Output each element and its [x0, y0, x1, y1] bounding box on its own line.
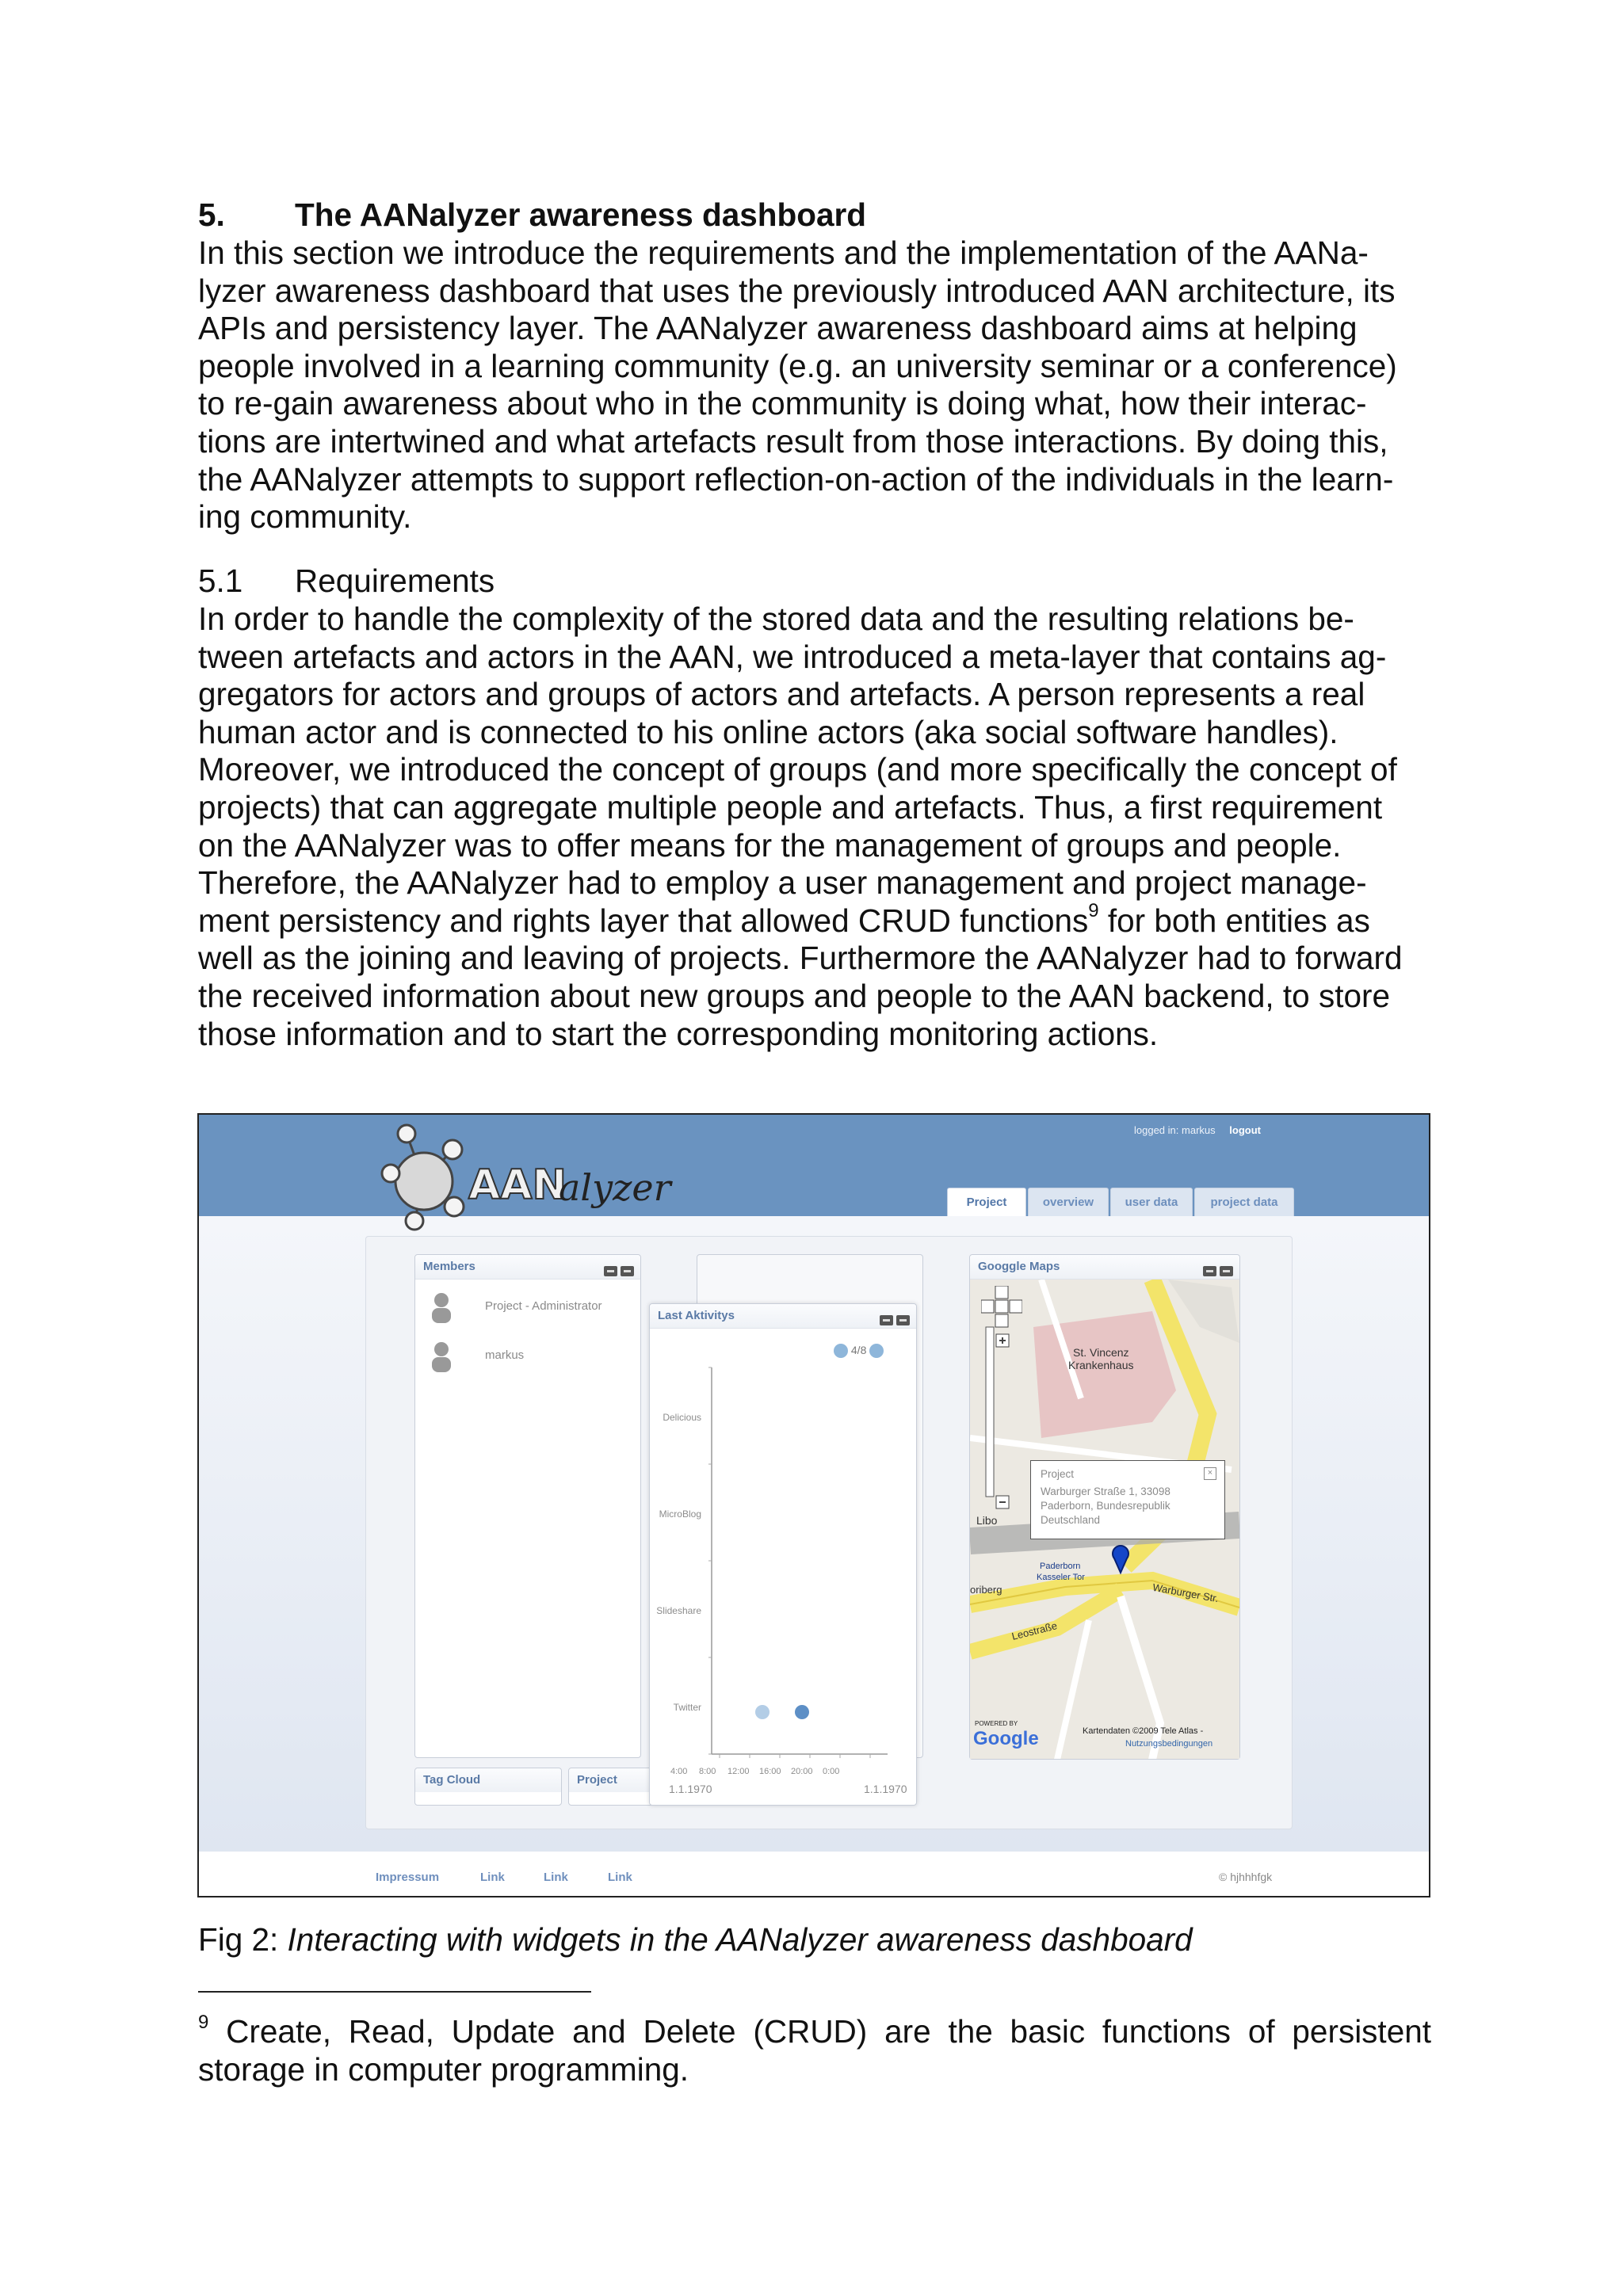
activities-pager: 4/8	[834, 1344, 884, 1358]
body-line: Moreover, we introduced the concept of groups (and more specifically the concept of	[198, 751, 1397, 788]
subsection-title: Requirements	[295, 563, 495, 599]
member-item[interactable]: Project - Administrator	[485, 1299, 602, 1313]
figure-caption	[198, 1920, 1193, 1958]
tag-cloud-widget[interactable]: Tag Cloud	[414, 1768, 562, 1806]
tick-label: 12:00	[727, 1767, 750, 1776]
minimize-icon[interactable]	[604, 1266, 617, 1276]
project-widget[interactable]: Project	[568, 1768, 679, 1806]
date-end: 1.1.1970	[864, 1783, 907, 1795]
tab-project[interactable]: Project	[947, 1188, 1026, 1216]
activity-chart	[650, 1304, 918, 1806]
tick-label: 8:00	[699, 1767, 716, 1776]
category-label: Delicious	[663, 1412, 701, 1423]
avatar-icon	[430, 1341, 453, 1372]
popup-address-line: Warburger Straße 1, 33098	[1041, 1486, 1170, 1497]
map-label-hospital2: Krankenhaus	[1068, 1359, 1134, 1371]
activity-dot	[795, 1705, 809, 1719]
footer-link-impressum[interactable]: Impressum	[376, 1871, 440, 1884]
body-line: lyzer awareness dashboard that uses the previously introduced AAN architecture, its	[198, 272, 1396, 309]
activity-dot	[755, 1705, 769, 1719]
caption-text: Interacting with widgets in the AANalyzer awareness dashboard	[287, 1921, 1193, 1958]
map-canvas[interactable]	[970, 1280, 1239, 1759]
body-line: gregators for actors and groups of actors and artefacts. A person represents a real	[198, 676, 1365, 713]
members-widget-header[interactable]: Members	[415, 1255, 640, 1280]
map-label-hospital: St. Vincenz	[1073, 1346, 1129, 1359]
footer-link[interactable]: Link	[544, 1871, 568, 1884]
body-line: human actor and is connected to his online actors (aka social software handles).	[198, 713, 1338, 750]
popup-address-line: Deutschland	[1041, 1514, 1101, 1526]
tick-label: 16:00	[759, 1767, 781, 1776]
map-terms-link[interactable]: Nutzungsbedingungen	[1125, 1739, 1213, 1749]
section-heading	[198, 196, 866, 235]
map-info-popup	[1030, 1460, 1225, 1539]
body-line: the AANalyzer attempts to support reflection-on-action of the individuals in the learn-	[198, 460, 1394, 498]
body-line: the received information about new groups and people to the AAN backend, to store	[198, 977, 1390, 1014]
map-label-oriberg: oriberg	[970, 1584, 1002, 1596]
tab-user-data[interactable]: user data	[1110, 1188, 1193, 1216]
body-line: projects) that can aggregate multiple people and artefacts. Thus, a first requirement	[198, 788, 1383, 826]
footer-link[interactable]: Link	[480, 1871, 505, 1884]
tab-overview[interactable]: overview	[1028, 1188, 1109, 1216]
dashboard-screenshot	[197, 1113, 1430, 1897]
map-label-station2: Kasseler Tor	[1037, 1573, 1085, 1582]
category-label: Slideshare	[656, 1605, 701, 1616]
tick-label: 0:00	[823, 1767, 840, 1776]
body-line: APIs and persistency layer. The AANalyzer awareness dashboard aims at helping	[198, 310, 1358, 347]
body-line: In this section we introduce the requirements and the implementation of the AANa-	[198, 235, 1369, 271]
logo-text-alyzer: alyzer	[559, 1166, 671, 1209]
section-title: The AANalyzer awareness dashboard	[295, 196, 867, 233]
body-line-crud: ment persistency and rights layer that allowed CRUD functions$^9$ for both entities as	[198, 900, 1370, 939]
members-widget	[414, 1254, 641, 1758]
zoom-in-icon[interactable]	[995, 1333, 1011, 1349]
section-number: 5.	[198, 196, 225, 233]
section-body	[198, 235, 1434, 536]
map-credit: Kartendaten ©2009 Tele Atlas -	[1083, 1726, 1204, 1736]
category-label: Twitter	[673, 1702, 701, 1713]
category-label: MicroBlog	[659, 1508, 701, 1520]
body-line: well as the joining and leaving of projects. Furthermore the AANalyzer had to forward	[198, 940, 1403, 977]
popup-address-line: Paderborn, Bundesrepublik	[1041, 1500, 1170, 1512]
body-line: people involved in a learning community (e.g. an university seminar or a conference)	[198, 347, 1397, 384]
google-maps-widget	[969, 1254, 1240, 1760]
map-label-warburger: Warburger Str.	[1151, 1581, 1220, 1605]
footnote-ref[interactable]: 9	[1088, 900, 1099, 922]
body-line: on the AANalyzer was to offer means for the management of groups and people.	[198, 826, 1342, 864]
map-label-leostrasse: Leostraße	[1010, 1619, 1059, 1642]
tab-project-data[interactable]: project data	[1194, 1188, 1294, 1216]
body-line: tween artefacts and actors in the AAN, we introduced a meta-layer that contains ag-	[198, 638, 1387, 675]
powered-by: POWERED BY	[975, 1720, 1018, 1727]
map-label-liborius: Libo	[976, 1514, 998, 1527]
tick-label: 4:00	[670, 1767, 688, 1776]
body-line: tions are intertwined and what artefacts result from those interactions. By doing this,	[198, 422, 1388, 460]
caption-prefix: Fig 2:	[198, 1921, 288, 1958]
body-line: to re-gain awareness about who in the community is doing what, how their interac-	[198, 385, 1367, 422]
tick-label: 20:00	[791, 1767, 813, 1776]
aanalyzer-logo	[375, 1118, 676, 1237]
avatar-icon	[430, 1291, 453, 1323]
maps-widget-header[interactable]: Googgle Maps	[970, 1255, 1239, 1280]
map-label-station: Paderborn	[1040, 1562, 1081, 1571]
footnote-mark: 9	[198, 2011, 209, 2033]
body-line: In order to handle the complexity of the stored data and the resulting relations be-	[198, 601, 1354, 637]
last-activities-widget	[649, 1303, 917, 1806]
subsection-body	[198, 601, 1434, 1053]
zoom-out-icon[interactable]	[995, 1495, 1011, 1511]
footnote	[198, 2012, 1431, 2088]
logged-in-user: markus	[1182, 1124, 1216, 1136]
minimize-icon[interactable]	[1203, 1266, 1216, 1276]
close-icon[interactable]	[621, 1266, 634, 1276]
body-line: those information and to start the corresponding monitoring actions.	[198, 1015, 1159, 1052]
popup-title: Project	[1041, 1468, 1075, 1480]
google-logo: Google	[973, 1728, 1039, 1749]
popup-close-icon[interactable]: ×	[1204, 1467, 1216, 1480]
last-activities-header[interactable]: Last Aktivitys	[650, 1304, 916, 1329]
body-line: ing community.	[198, 498, 412, 536]
member-item[interactable]: markus	[485, 1348, 525, 1362]
body-line: Therefore, the AANalyzer had to employ a user management and project manage-	[198, 864, 1367, 902]
logged-in-status: logged in: markus logout	[1134, 1124, 1261, 1136]
close-icon[interactable]	[1220, 1266, 1233, 1276]
date-start: 1.1.1970	[669, 1783, 712, 1795]
logout-link[interactable]: logout	[1229, 1124, 1261, 1136]
subsection-number: 5.1	[198, 563, 243, 599]
logo-text-aan: AAN	[468, 1161, 567, 1209]
footnote-text: Create, Read, Update and Delete (CRUD) are the basic functions of persistent storage in computer programming.	[198, 2013, 1431, 2088]
copyright: © hjhhhfgk	[1219, 1871, 1273, 1883]
footnote-divider	[198, 1991, 591, 1993]
subsection-heading	[198, 563, 495, 601]
footer-link[interactable]: Link	[608, 1871, 632, 1884]
